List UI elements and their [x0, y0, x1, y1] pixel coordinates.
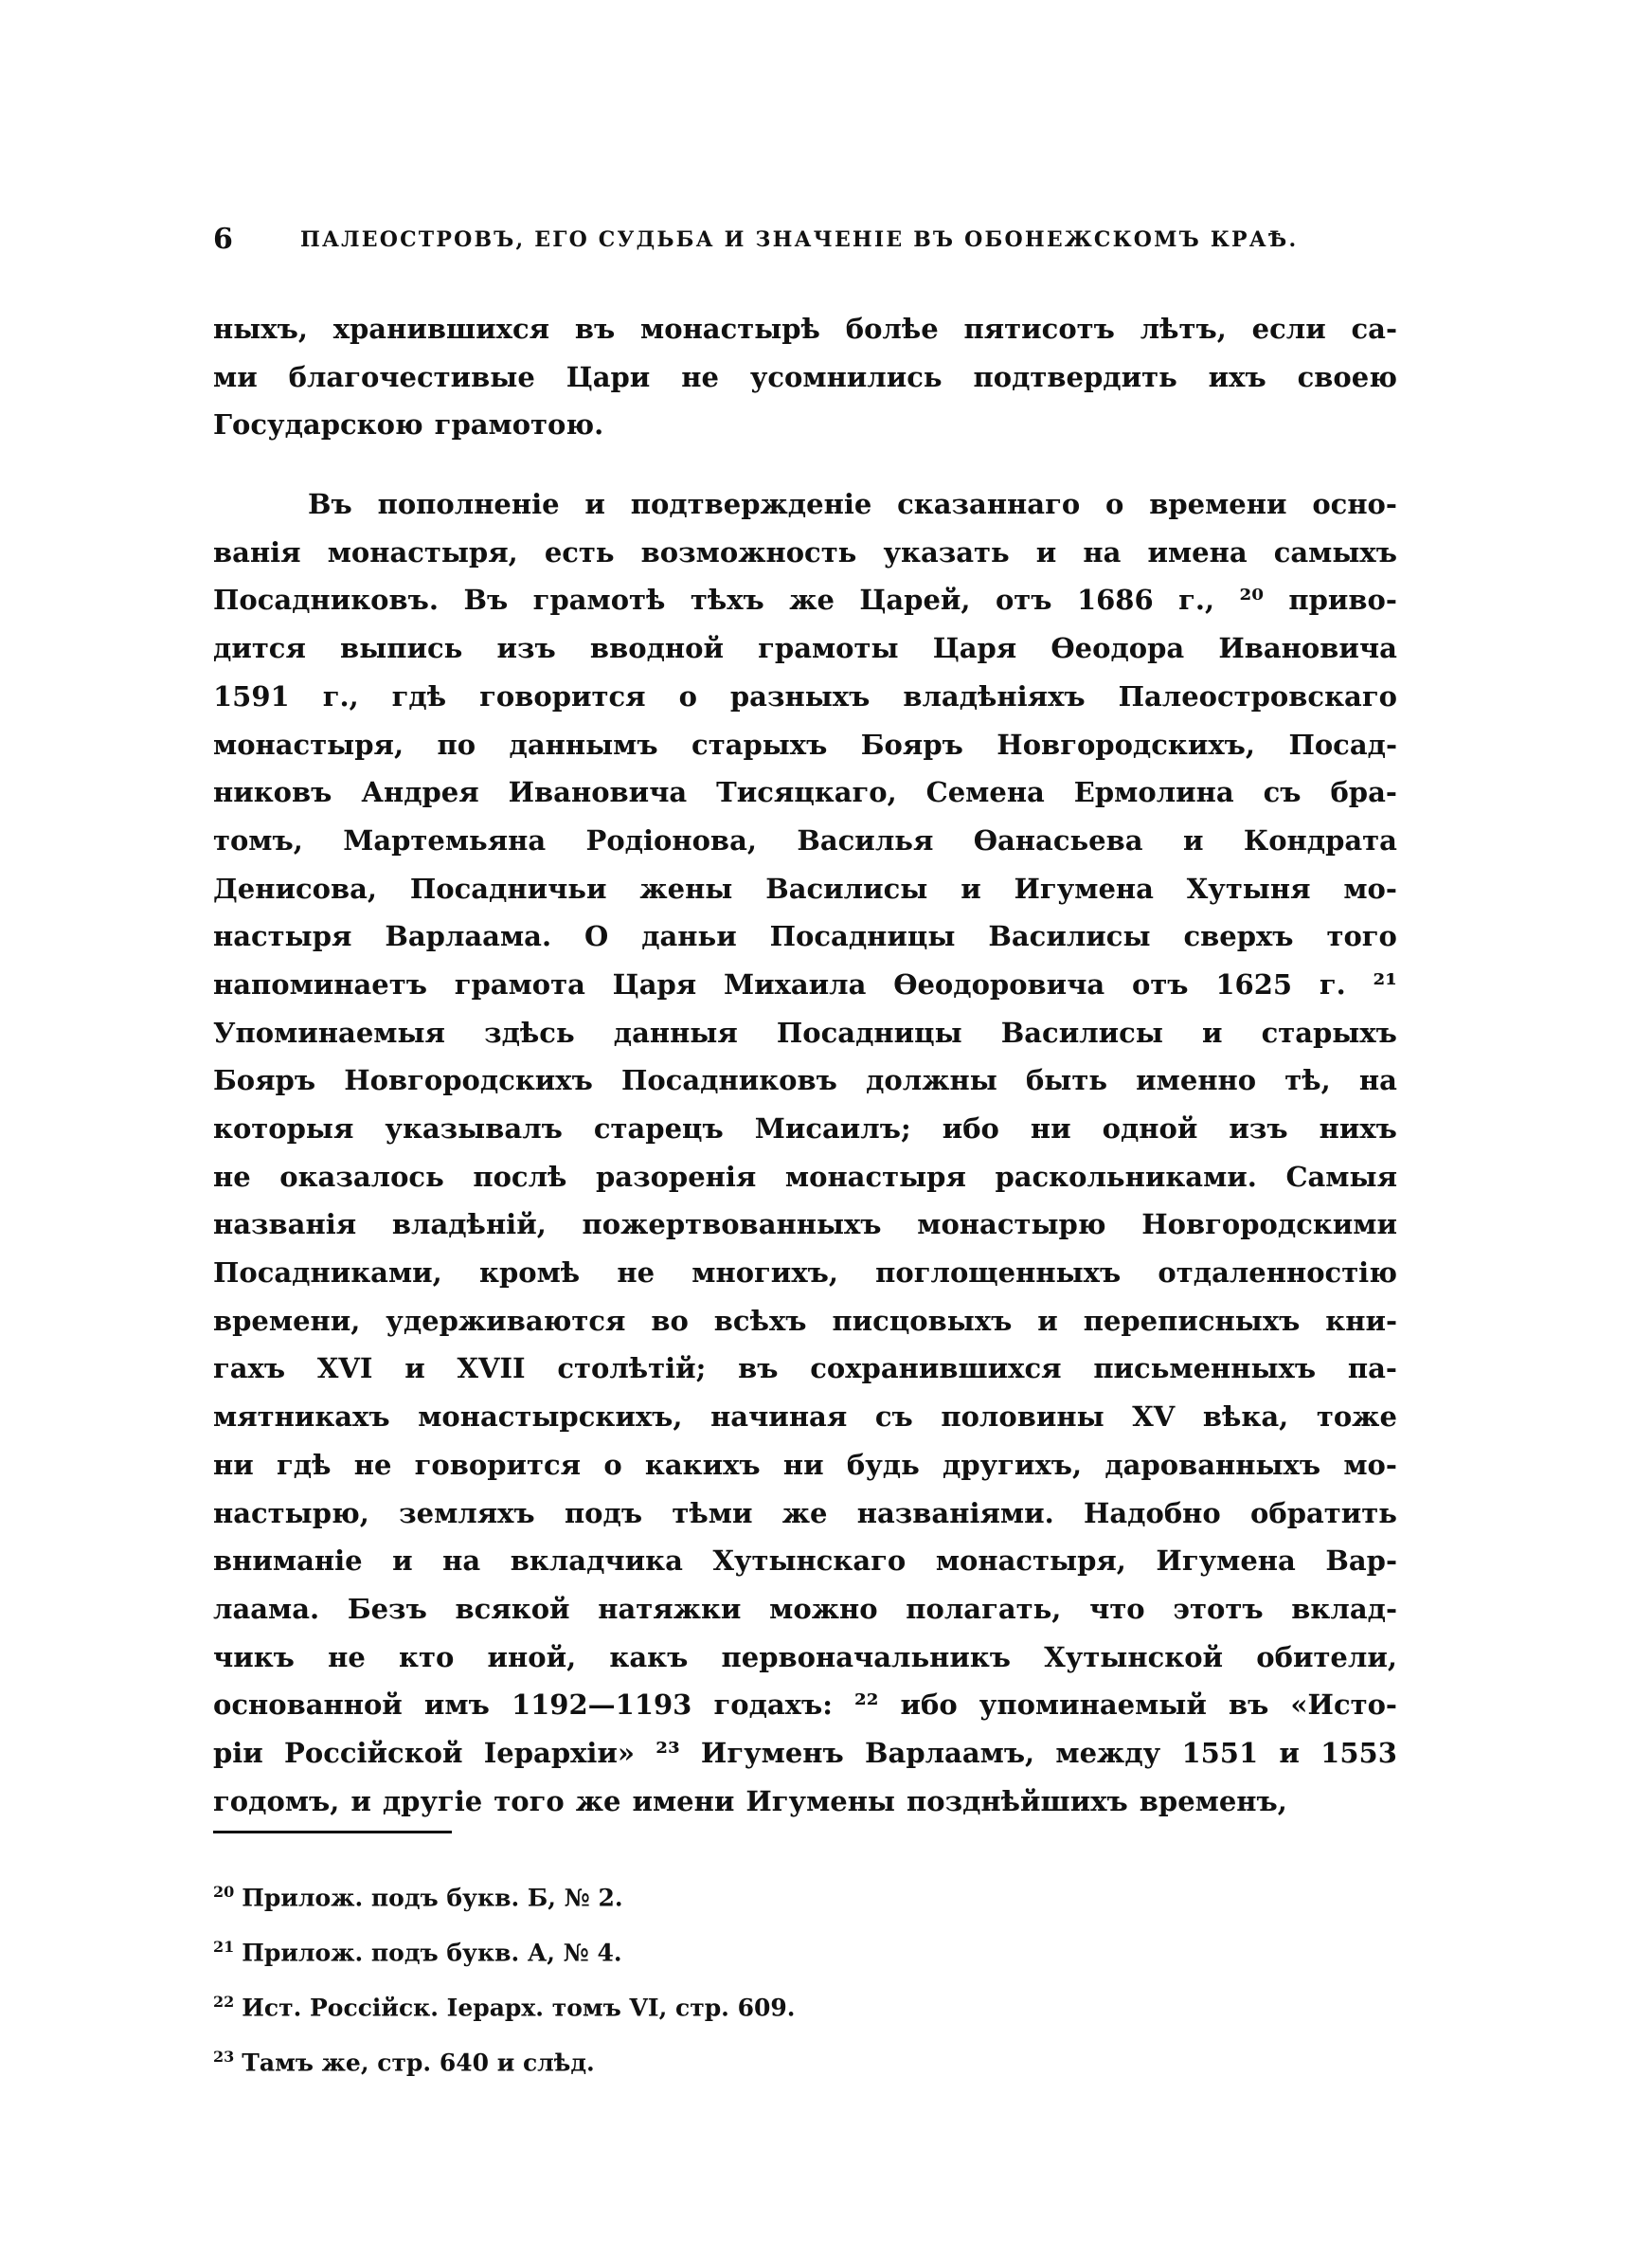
- word: годомъ,: [213, 1784, 340, 1817]
- word: даннымъ: [509, 728, 658, 761]
- word: именно: [1136, 1064, 1257, 1097]
- word: Андрея: [361, 776, 479, 809]
- word: вѣка,: [1202, 1400, 1289, 1434]
- word: вклад-: [1291, 1592, 1397, 1625]
- word: столѣтій;: [557, 1352, 707, 1385]
- word: Игуменъ: [700, 1736, 844, 1769]
- word: ²¹: [1373, 967, 1397, 1001]
- word: Царя: [932, 632, 1017, 665]
- word: настырю,: [213, 1496, 369, 1529]
- word: раскольниками.: [995, 1160, 1257, 1193]
- word: говорится: [414, 1448, 582, 1481]
- word: обратить: [1250, 1496, 1397, 1529]
- word: и: [961, 872, 981, 905]
- word: ²³: [655, 1736, 680, 1769]
- word: XVI: [316, 1352, 373, 1385]
- text-line: [213, 1201, 1397, 1249]
- word: пожертвованныхъ: [582, 1208, 882, 1241]
- word: гахъ: [213, 1352, 286, 1385]
- text-line: [213, 624, 1397, 673]
- word: здѣсь: [484, 1016, 575, 1049]
- word: писцовыхъ: [832, 1304, 1013, 1337]
- word: ни: [782, 1448, 824, 1481]
- word: Семена: [925, 776, 1045, 809]
- word: Василисы: [765, 872, 928, 905]
- word: въ: [574, 313, 616, 345]
- word: Бояръ: [213, 1064, 316, 1097]
- word: какъ: [609, 1640, 689, 1673]
- text-line: [213, 1634, 1397, 1682]
- word: Родіонова,: [585, 823, 757, 857]
- word: что: [1089, 1592, 1145, 1625]
- word: начиная: [710, 1400, 848, 1434]
- word: Ермолина: [1073, 776, 1234, 809]
- word: данныя: [613, 1016, 738, 1049]
- word: времени: [1149, 488, 1287, 521]
- word: Хутынской: [1044, 1640, 1224, 1673]
- text-line: [213, 1729, 1397, 1778]
- word: Хутыня: [1186, 872, 1311, 905]
- text-line: [213, 673, 1397, 721]
- text-line: [213, 576, 1397, 624]
- word: нихъ: [1319, 1112, 1397, 1145]
- word: 1553: [1320, 1736, 1397, 1769]
- word: Варлаама.: [385, 920, 552, 953]
- word: Новгородскими: [1141, 1208, 1397, 1241]
- body-text: [213, 305, 1397, 1825]
- word: старецъ: [593, 1112, 724, 1145]
- word: Игумена: [1014, 872, 1154, 905]
- word: Посад-: [1288, 728, 1397, 761]
- word: указывалъ: [385, 1112, 563, 1145]
- text-line: [213, 1393, 1397, 1441]
- word: ріи: [213, 1736, 263, 1769]
- word: имени: [632, 1784, 735, 1817]
- word: основанной: [213, 1688, 403, 1722]
- word: на: [442, 1544, 481, 1578]
- word: временъ,: [1139, 1784, 1287, 1817]
- word: ихъ: [1208, 360, 1266, 393]
- word: первоначальникъ: [721, 1640, 1012, 1673]
- word: сказаннаго: [897, 488, 1081, 521]
- footnote-text: Прилож. подъ букв. А, № 4.: [242, 1939, 622, 1967]
- word: и: [392, 1544, 413, 1578]
- word: напоминаетъ: [213, 967, 427, 1001]
- word: Посадничьи: [409, 872, 607, 905]
- word: са-: [1351, 313, 1397, 345]
- word: даньи: [641, 920, 737, 953]
- word: своею: [1297, 360, 1397, 393]
- word: какихъ: [644, 1448, 761, 1481]
- word: всѣхъ: [713, 1304, 807, 1337]
- word: Ѳеодоровича: [893, 967, 1105, 1001]
- word: 1192—1193: [511, 1688, 692, 1722]
- word: ²²: [854, 1688, 879, 1722]
- word: Василисы: [988, 920, 1151, 953]
- word: имъ: [423, 1688, 490, 1722]
- footnote-mark: 20: [213, 1883, 235, 1901]
- word: Надобно: [1083, 1496, 1221, 1529]
- word: письменныхъ: [1093, 1352, 1317, 1385]
- footnote: [213, 2030, 1066, 2085]
- word: на: [1083, 535, 1122, 569]
- word: выпись: [340, 632, 463, 665]
- word: ни: [1030, 1112, 1071, 1145]
- word: мо-: [1343, 872, 1397, 905]
- word: гдѣ: [391, 679, 447, 713]
- word: ми: [213, 360, 258, 393]
- footnote-text: Ист. Россійск. Іерарх. томъ VI, стр. 609.: [242, 1994, 796, 2022]
- word: Ивановича: [508, 776, 688, 809]
- text-line: [213, 1537, 1397, 1585]
- word: Василья: [797, 823, 934, 857]
- word: и: [1279, 1736, 1300, 1769]
- word: осно-: [1312, 488, 1397, 521]
- word: Тисяцкаго,: [716, 776, 897, 809]
- text-line: [213, 1249, 1397, 1297]
- word: изъ: [496, 632, 556, 665]
- text-line: [213, 1681, 1397, 1729]
- word: тоже: [1316, 1400, 1397, 1434]
- page-number: 6: [213, 223, 233, 256]
- word: того: [1326, 920, 1397, 953]
- word: самыхъ: [1273, 535, 1397, 569]
- word: болѣе: [845, 313, 939, 345]
- word: не: [213, 1160, 251, 1193]
- word: натяжки: [598, 1592, 742, 1625]
- text-line: [213, 912, 1397, 961]
- word: Кондрата: [1243, 823, 1397, 857]
- text-line: [213, 817, 1397, 865]
- word: дарованныхъ: [1104, 1448, 1321, 1481]
- text-line: [213, 1056, 1397, 1105]
- text-line: [213, 1297, 1397, 1345]
- word: Мисаилъ;: [754, 1112, 911, 1145]
- word: имена: [1147, 535, 1248, 569]
- word: подтвердить: [973, 360, 1177, 393]
- word: пополненіе: [377, 488, 560, 521]
- word: тѣ,: [1284, 1064, 1331, 1097]
- word: приво-: [1288, 584, 1397, 617]
- word: Россійской: [284, 1736, 463, 1769]
- word: Самыя: [1285, 1160, 1397, 1193]
- word: половины: [941, 1400, 1104, 1434]
- word: годахъ:: [713, 1688, 833, 1722]
- word: не: [328, 1640, 366, 1673]
- word: подтвержденіе: [630, 488, 872, 521]
- word: мо-: [1343, 1448, 1397, 1481]
- word: между: [1055, 1736, 1161, 1769]
- word: Упоминаемыя: [213, 1016, 445, 1049]
- word: грамотѣ: [532, 584, 666, 617]
- word: сверхъ: [1183, 920, 1294, 953]
- text-line: [213, 1441, 1397, 1490]
- word: разныхъ: [729, 679, 871, 713]
- footnote-text: Прилож. подъ букв. Б, № 2.: [242, 1884, 623, 1912]
- word: г.,: [1178, 584, 1215, 617]
- word: Ѳеодора: [1050, 632, 1185, 665]
- word: есть: [544, 535, 615, 569]
- word: которыя: [213, 1112, 354, 1145]
- word: другихъ,: [943, 1448, 1083, 1481]
- word: и: [1037, 1304, 1058, 1337]
- word: и: [404, 1352, 425, 1385]
- word: названіями.: [856, 1496, 1054, 1529]
- word: ибо: [900, 1688, 958, 1722]
- word: монастыря: [784, 1160, 966, 1193]
- word: и: [350, 1784, 371, 1817]
- word: будь: [846, 1448, 920, 1481]
- word: «Исто-: [1290, 1688, 1397, 1722]
- word: Безъ: [347, 1592, 427, 1625]
- word: поглощенныхъ: [875, 1256, 1122, 1290]
- word: г.: [1319, 967, 1346, 1001]
- word: Варлаамъ,: [865, 1736, 1035, 1769]
- word: пятисотъ: [963, 313, 1115, 345]
- word: всякой: [455, 1592, 570, 1625]
- word: иной,: [487, 1640, 577, 1673]
- word: ни: [213, 1448, 254, 1481]
- word: владѣній,: [391, 1208, 547, 1241]
- word: усомнились: [749, 360, 943, 393]
- footnote-text: Тамъ же, стр. 640 и слѣд.: [242, 2049, 595, 2077]
- word: Царей,: [859, 584, 971, 617]
- word: Бояръ: [860, 728, 963, 761]
- text-line: [213, 353, 1397, 402]
- word: можно: [769, 1592, 878, 1625]
- word: и: [1202, 1016, 1223, 1049]
- word: грамоты: [758, 632, 899, 665]
- word: никовъ: [213, 776, 332, 809]
- word: Іерархіи»: [483, 1736, 636, 1769]
- word: не: [681, 360, 719, 393]
- word: въ: [1228, 1688, 1269, 1722]
- word: Посадниковъ: [621, 1064, 837, 1097]
- word: этотъ: [1173, 1592, 1264, 1625]
- word: XVII: [457, 1352, 526, 1385]
- text-line: [213, 961, 1397, 1009]
- word: по: [437, 728, 476, 761]
- word: 1551: [1181, 1736, 1259, 1769]
- word: быть: [1025, 1064, 1108, 1097]
- text-line: [213, 1585, 1397, 1634]
- text-line: [213, 768, 1397, 817]
- word: отъ: [1132, 967, 1189, 1001]
- word: отдаленностію: [1158, 1256, 1397, 1290]
- word: о: [1105, 488, 1124, 521]
- word: благочестивые: [288, 360, 535, 393]
- word: Посадницы: [776, 1016, 962, 1049]
- running-head: ПАЛЕОСТРОВЪ, ЕГО СУДЬБА И ЗНАЧЕНІЕ ВЪ ОБОНЕЖСКОМЪ КРАѢ.: [300, 227, 1299, 252]
- text-line: [213, 1345, 1397, 1393]
- word: кни-: [1325, 1304, 1397, 1337]
- word: о: [678, 679, 697, 713]
- footnote: [213, 1865, 1066, 1920]
- word: дится: [213, 632, 306, 665]
- word: старыхъ: [1261, 1016, 1397, 1049]
- word: Ѳанасьева: [973, 823, 1143, 857]
- word: настыря: [213, 920, 352, 953]
- word: 1591: [213, 679, 290, 713]
- word: тѣхъ: [690, 584, 764, 617]
- word: удерживаются: [386, 1304, 626, 1337]
- word: Посадниками,: [213, 1256, 442, 1290]
- word: Мартемьяна: [343, 823, 547, 857]
- word: Михаила: [723, 967, 867, 1001]
- word: Вар-: [1325, 1544, 1397, 1578]
- word: Игумена: [1156, 1544, 1296, 1578]
- word: Новгородскихъ,: [997, 728, 1255, 761]
- word: Палеостровскаго: [1118, 679, 1397, 713]
- word: не: [617, 1256, 655, 1290]
- word: названія: [213, 1208, 357, 1241]
- text-line: [213, 529, 1397, 577]
- word: въ: [738, 1352, 779, 1385]
- footnote-mark: 21: [213, 1938, 235, 1956]
- text-line: [213, 305, 1397, 353]
- word: томъ,: [213, 823, 303, 857]
- word: монастыря,: [935, 1544, 1126, 1578]
- footnote: [213, 1975, 1066, 2030]
- word: Ивановича: [1218, 632, 1397, 665]
- footnote: [213, 1920, 1066, 1975]
- word: полагать,: [906, 1592, 1062, 1625]
- word: изъ: [1229, 1112, 1288, 1145]
- word: лѣтъ,: [1140, 313, 1227, 345]
- word: времени,: [213, 1304, 361, 1337]
- footnote-mark: 22: [213, 1993, 235, 2011]
- word: съ: [1263, 776, 1302, 809]
- word: Василисы: [1000, 1016, 1163, 1049]
- word: и: [1035, 535, 1057, 569]
- word: грамотою.: [434, 408, 604, 442]
- word: ныхъ,: [213, 313, 308, 345]
- word: Государскою: [213, 408, 423, 442]
- word: переписныхъ: [1083, 1304, 1301, 1337]
- text-line: [213, 480, 1397, 529]
- page-header: [213, 216, 1397, 263]
- word: земляхъ: [399, 1496, 535, 1529]
- word: хранившихся: [332, 313, 550, 345]
- word: многихъ,: [691, 1256, 838, 1290]
- word: г.,: [322, 679, 359, 713]
- word: монастыря,: [327, 535, 518, 569]
- word: владѣніяхъ: [903, 679, 1086, 713]
- text-line: [213, 721, 1397, 769]
- text-line: [213, 1778, 1397, 1826]
- footnote-mark: 23: [213, 2048, 235, 2066]
- word: должны: [866, 1064, 997, 1097]
- word: о: [603, 1448, 622, 1481]
- word: подъ: [564, 1496, 643, 1529]
- word: Въ: [308, 488, 352, 521]
- word: Цари: [566, 360, 651, 393]
- word: Посадниковъ.: [213, 584, 440, 617]
- word: послѣ: [473, 1160, 567, 1193]
- word: чикъ: [213, 1640, 295, 1673]
- word: О: [584, 920, 609, 953]
- word: тѣми: [672, 1496, 753, 1529]
- paragraph-gap: [213, 449, 1397, 480]
- word: же: [781, 1496, 828, 1529]
- text-line: [213, 401, 1397, 449]
- text-line: [213, 1105, 1397, 1153]
- footnotes: [213, 1865, 1066, 2085]
- word: вниманіе: [213, 1544, 363, 1578]
- word: Новгородскихъ: [344, 1064, 593, 1097]
- word: кто: [399, 1640, 455, 1673]
- word: ²⁰: [1239, 584, 1264, 617]
- word: старыхъ: [691, 728, 828, 761]
- word: Въ: [463, 584, 509, 617]
- word: возможность: [640, 535, 857, 569]
- word: вводной: [589, 632, 724, 665]
- word: Денисова,: [213, 872, 378, 905]
- word: Царя: [612, 967, 697, 1001]
- word: не: [353, 1448, 392, 1481]
- text-line: [213, 1153, 1397, 1201]
- word: XV: [1132, 1400, 1176, 1434]
- word: Посадницы: [769, 920, 956, 953]
- word: Игумены: [745, 1784, 896, 1817]
- word: и: [584, 488, 605, 521]
- word: разоренія: [596, 1160, 757, 1193]
- word: одной: [1102, 1112, 1198, 1145]
- word: 1686: [1076, 584, 1154, 617]
- word: кромѣ: [479, 1256, 581, 1290]
- word: указать: [883, 535, 1010, 569]
- word: сохранившихся: [810, 1352, 1062, 1385]
- word: мятникахъ: [213, 1400, 390, 1434]
- word: и: [1182, 823, 1204, 857]
- word: на: [1358, 1064, 1397, 1097]
- word: оказалось: [279, 1160, 444, 1193]
- word: позднѣйшихъ: [907, 1784, 1128, 1817]
- word: во: [651, 1304, 689, 1337]
- word: говорится: [479, 679, 646, 713]
- word: жены: [639, 872, 733, 905]
- footnote-divider: [213, 1831, 452, 1833]
- word: съ: [874, 1400, 913, 1434]
- word: па-: [1347, 1352, 1397, 1385]
- word: Хутынскаго: [712, 1544, 907, 1578]
- word: обители,: [1256, 1640, 1397, 1673]
- text-line: [213, 1009, 1397, 1057]
- text-line: [213, 865, 1397, 913]
- word: ванія: [213, 535, 301, 569]
- word: если: [1251, 313, 1326, 345]
- word: отъ: [995, 584, 1052, 617]
- word: 1625: [1215, 967, 1293, 1001]
- word: бра-: [1330, 776, 1397, 809]
- word: гдѣ: [276, 1448, 332, 1481]
- word: ибо: [942, 1112, 999, 1145]
- word: монастыря,: [213, 728, 404, 761]
- word: лаама.: [213, 1592, 320, 1625]
- word: монастырю: [917, 1208, 1106, 1241]
- word: монастырскихъ,: [418, 1400, 683, 1434]
- word: того: [494, 1784, 565, 1817]
- word: другіе: [382, 1784, 483, 1817]
- word: же: [575, 1784, 621, 1817]
- word: упоминаемый: [979, 1688, 1207, 1722]
- word: грамота: [454, 967, 585, 1001]
- word: вкладчика: [510, 1544, 683, 1578]
- word: же: [789, 584, 835, 617]
- text-line: [213, 1490, 1397, 1538]
- word: монастырѣ: [640, 313, 820, 345]
